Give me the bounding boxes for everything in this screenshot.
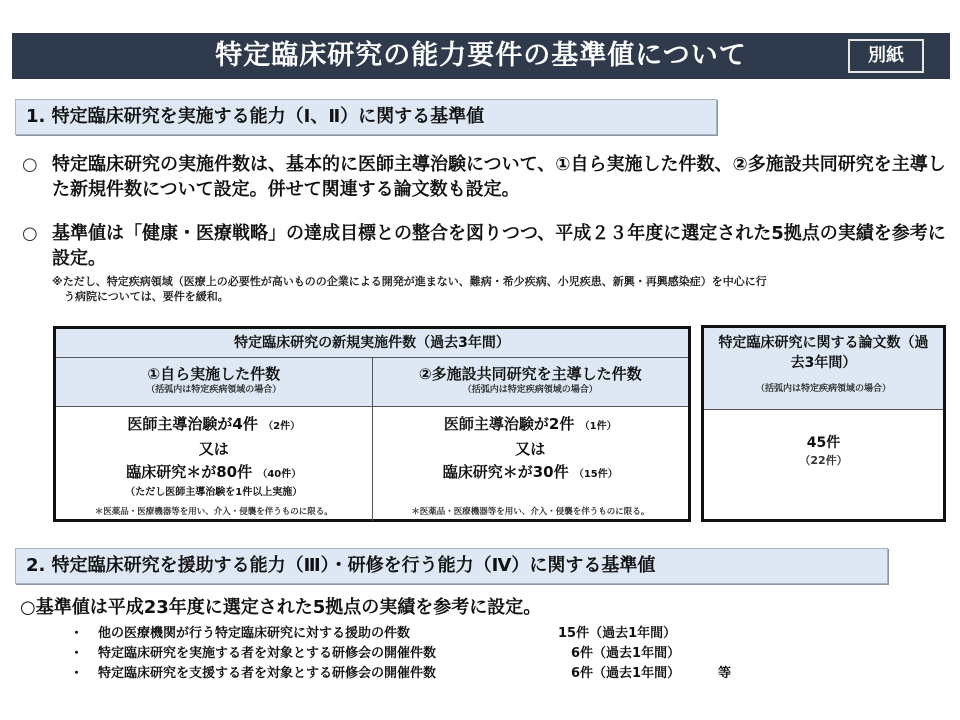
cell-footnote: ＊医薬品・医療機器等を用い、介入・侵襲を伴うものに限る。: [411, 507, 650, 517]
dot-icon: ・: [70, 646, 84, 661]
bullet-text: 基準値は「健康・医療戦略」の達成目標との整合を図りつつ、平成２３年度に選定された5拠点の実績を参考に設定。: [52, 223, 946, 269]
column-title: ①自ら実施した件数: [147, 365, 281, 383]
criterion-trials-special: （2件）: [263, 421, 301, 432]
column-title: ②多施設共同研究を主導した件数: [418, 365, 642, 383]
papers-title: 特定臨床研究に関する論文数（過去3年間）: [718, 335, 929, 371]
criterion-clinical-research-special: （40件）: [257, 469, 302, 480]
bullet-text: 特定臨床研究の実施件数は、基本的に医師主導治験について、①自ら実施した件数、②多施設共同研究を主導した新規件数について設定。併せて関連する論文数も設定。: [52, 154, 946, 200]
list-item: [70, 664, 758, 684]
attachment-badge: 別紙: [848, 39, 924, 73]
page-title: 特定臨床研究の能力要件の基準値について: [215, 40, 747, 71]
criterion-trials: 医師主導治験が2件: [443, 415, 575, 433]
papers-table: [701, 325, 946, 522]
item-value: 6件（過去1年間）: [558, 646, 681, 661]
item-value: 15件（過去1年間）: [558, 626, 677, 641]
cell-self-conducted: [56, 407, 372, 521]
cell-footnote: ＊医薬品・医療機器等を用い、介入・侵襲を伴うものに限る。: [94, 507, 333, 517]
new-cases-table-body: [56, 407, 688, 521]
dot-icon: ・: [70, 626, 84, 641]
item-extra: 等: [718, 666, 732, 681]
column-header-multicenter: [372, 358, 689, 406]
column-subtitle: （括弧内は特定疾病領域の場合）: [146, 385, 282, 395]
relaxation-note: [52, 274, 952, 304]
criterion-clinical-research: 臨床研究＊が30件: [442, 463, 569, 481]
title-bar: [12, 33, 950, 79]
criterion-clinical-research: 臨床研究＊が80件: [126, 463, 253, 481]
item-label: 他の医療機関が行う特定臨床研究に対する援助の件数: [98, 626, 411, 641]
new-cases-column-headers: [56, 358, 688, 407]
criterion-trials: 医師主導治験が4件: [127, 415, 258, 433]
section-2-heading: 2. 特定臨床研究を援助する能力（Ⅲ）・研修を行う能力（Ⅳ）に関する基準値: [15, 548, 888, 584]
column-header-self-conducted: [56, 358, 372, 406]
circle-bullet-icon: ○: [22, 154, 38, 175]
note-line-2: う病院については、要件を緩和。: [64, 290, 229, 303]
papers-subtitle: （括弧内は特定疾病領域の場合）: [755, 384, 891, 394]
or-label: 又は: [198, 440, 229, 458]
item-extra: [718, 644, 758, 664]
item-label: 特定臨床研究を実施する者を対象とする研修会の開催件数: [98, 646, 437, 661]
cell-multicenter: [372, 407, 689, 521]
item-extra: [718, 624, 758, 644]
criterion-condition: （ただし医師主導治験を1件以上実施）: [125, 487, 303, 498]
list-item: [70, 644, 758, 664]
column-subtitle: （括弧内は特定疾病領域の場合）: [462, 385, 598, 395]
new-cases-table: [53, 326, 691, 522]
dot-icon: ・: [70, 666, 84, 681]
bullet-paragraph-1: [22, 152, 952, 202]
note-line-1: ※ただし、特定疾病領域（医療上の必要性が高いものの企業による開発が進まない、難病・希少疾病、小児疾患、新興・再興感染症）を中心に行: [52, 275, 767, 288]
section-1-heading: 1. 特定臨床研究を実施する能力（Ⅰ、Ⅱ）に関する基準値: [15, 99, 717, 135]
section-2-items: [70, 624, 758, 684]
bullet-paragraph-2: [22, 221, 952, 271]
item-value: 6件（過去1年間）: [558, 666, 681, 681]
list-item: [70, 624, 758, 644]
new-cases-table-header: 特定臨床研究の新規実施件数（過去3年間）: [56, 329, 688, 358]
item-label: 特定臨床研究を支援する者を対象とする研修会の開催件数: [98, 666, 437, 681]
circle-bullet-icon: ○: [22, 223, 38, 244]
or-label: 又は: [515, 440, 546, 458]
papers-table-body: [704, 410, 943, 468]
papers-value-special: （22件）: [799, 454, 848, 467]
papers-value: 45件: [806, 435, 841, 451]
papers-table-header: [704, 328, 943, 410]
criterion-clinical-research-special: （15件）: [573, 469, 618, 480]
section-2-bullet: ○基準値は平成23年度に選定された5拠点の実績を参考に設定。: [20, 597, 542, 618]
criterion-trials-special: （1件）: [579, 421, 617, 432]
